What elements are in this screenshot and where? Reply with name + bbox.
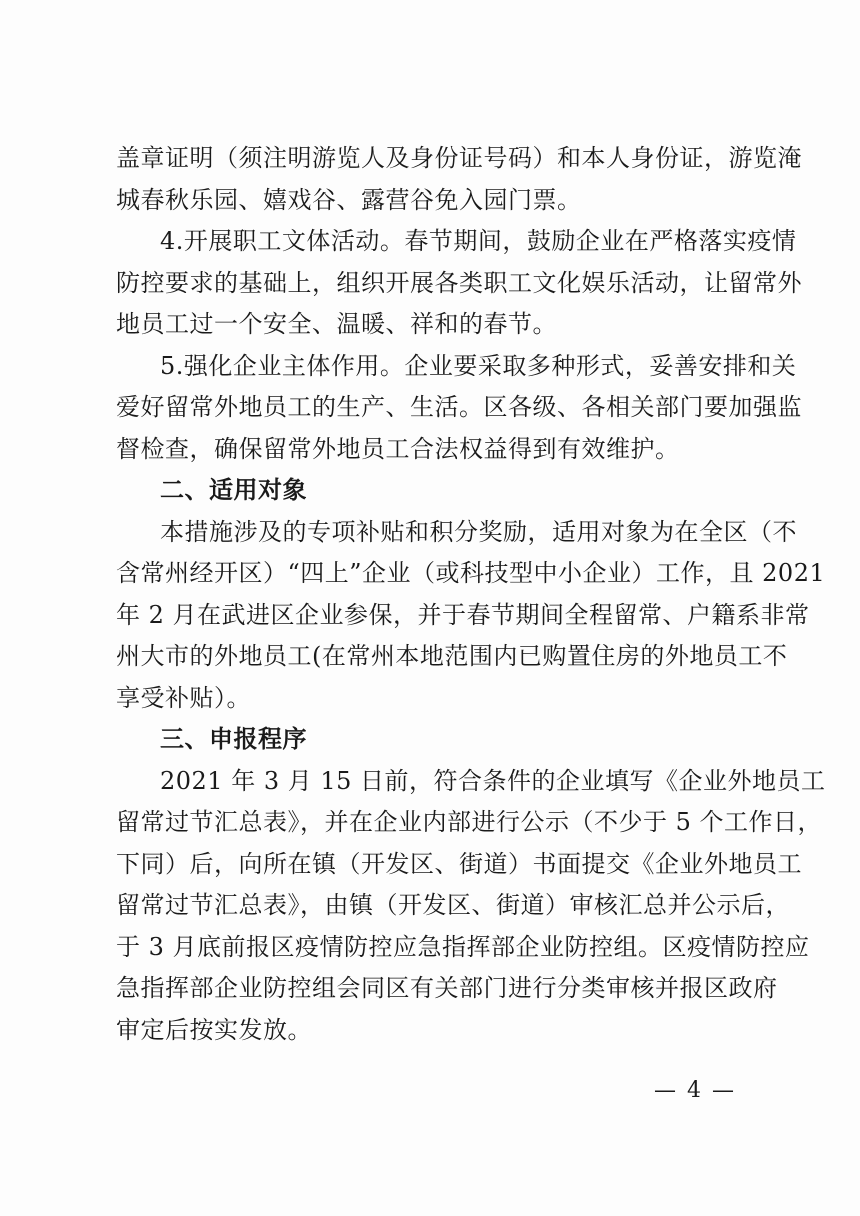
text-line: 留常过节汇总表》，并在企业内部进行公示（不少于 5 个工作日， [116,808,823,836]
text-line: 享受补贴）。 [116,683,251,712]
text-line: 下同）后，向所在镇（开发区、街道）书面提交《企业外地员工 [116,849,802,878]
text-line: 城春秋乐园、嬉戏谷、露营谷免入园门票。 [116,185,582,214]
text-line: 4.开展职工文体活动。春节期间，鼓励企业在严格落实疫情 [160,227,797,255]
text-line: 于 3 月底前报区疫情防控应急指挥部企业防控组。区疫情防控应 [116,932,810,961]
text-line: 盖章证明（须注明游览人及身份证号码）和本人身份证，游览淹 [116,144,802,172]
text-line: 州大市的外地员工(在常州本地范围内已购置住房的外地员工不 [116,642,788,670]
text-line: 审定后按实发放。 [116,1015,312,1044]
text-line: 5.强化企业主体作用。企业要采取多种形式，妥善安排和关 [160,351,797,380]
section-heading: 二、适用对象 [160,476,307,504]
section-heading: 三、申报程序 [160,725,307,753]
text-line: 年 2 月在武进区企业参保，并于春节期间全程留常、户籍系非常 [116,600,810,629]
text-line: 2021 年 3 月 15 日前，符合条件的企业填写《企业外地员工 [160,766,826,795]
text-line: 爱好留常外地员工的生产、生活。区各级、各相关部门要加强监 [116,393,802,421]
text-line: 含常州经开区）“四上”企业（或科技型中小企业）工作，且 2021 [116,559,826,587]
text-line: 地员工过一个安全、温暖、祥和的春节。 [116,310,557,338]
document-body [116,138,826,1051]
text-line: 督检查，确保留常外地员工合法权益得到有效维护。 [116,434,680,463]
page-number: — 4 — [654,1078,736,1103]
text-line: 急指挥部企业防控组会同区有关部门进行分类审核并报区政府 [116,974,778,1002]
text-line: 本措施涉及的专项补贴和积分奖励，适用对象为在全区（不 [160,517,797,546]
text-line: 防控要求的基础上，组织开展各类职工文化娱乐活动，让留常外 [116,268,802,297]
text-line: 留常过节汇总表》，由镇（开发区、街道）审核汇总并公示后， [116,891,790,919]
